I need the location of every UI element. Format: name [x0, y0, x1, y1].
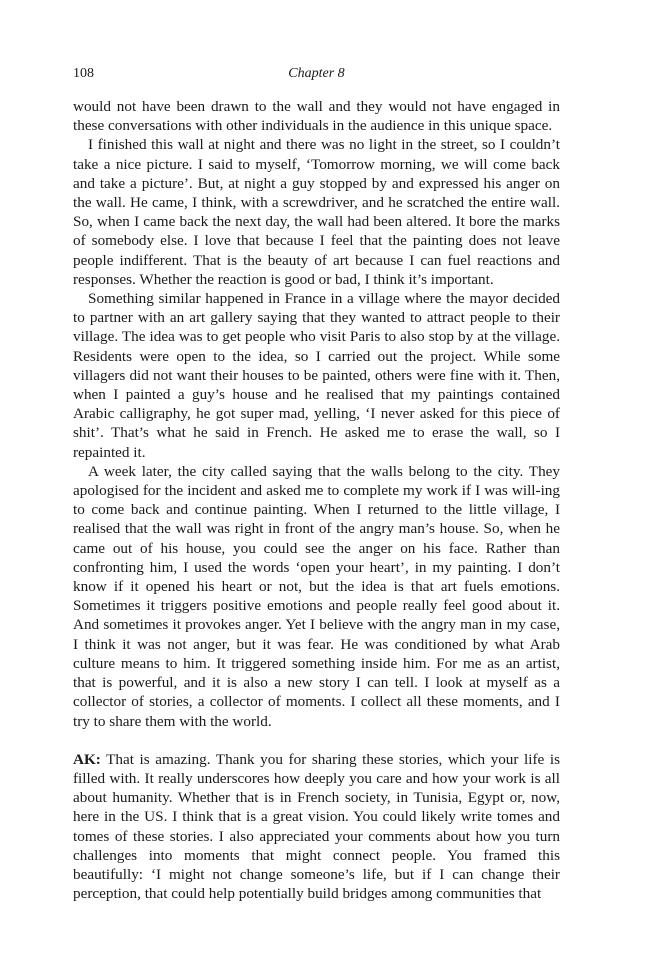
paragraph-france-village: Something similar happened in France in a village where the mayor decided to partner with an art gallery saying that they wanted to attract people to their village. The idea was to get people who visit Paris to also stop by at the village. Residents were open to the idea, so I carried out the project. While some villagers did not want their houses to be painted, others were fine with it. Then, when I painted a guy’s house and he realised that my paintings contained Arabic calligraphy, he got super mad, yelling, ‘I never asked for this piece of shit’. That’s what he said in French. He asked me to erase the wall, so I repainted it.	[73, 290, 560, 461]
running-head: Chapter 8	[288, 66, 345, 81]
page-header	[73, 66, 560, 86]
speaker-text: That is amazing. Thank you for sharing these stories, which your life is filled with. It really underscores how deeply you care and how your work is all about humanity. Whether that is in French society, in Tunisia, Egypt or, now, here in the US. I think that is a great vision. You could likely write tomes and tomes of these stories. I also appreciated your comments about how you turn challenges into moments that might connect people. You framed this beautifully: ‘I might not change someone’s life, but if I can change their perception, that could help potentially build bridges among communities that	[73, 750, 560, 903]
body-text	[73, 97, 560, 903]
speaker-label: AK:	[73, 750, 101, 768]
page-number: 108	[73, 66, 94, 81]
paragraph-continuation: would not have been drawn to the wall and they would not have engaged in these conversations with other individuals in the audience in this unique space.	[73, 98, 560, 135]
paragraph-open-your-heart: A week later, the city called saying that the walls belong to the city. They apologised for the incident and asked me to complete my work if I was will-ing to come back and continue painting. When I returned to the little village, I realised that the wall was right in front of the angry man’s house. So, when he came out of his house, you could see the anger on his face. Rather than confronting him, I used the words ‘open your heart’, in my painting. I don’t know if it opened his heart or not, but the idea is that art fuels emotions. Sometimes it triggers positive emotions and people really feel good about it. And sometimes it provokes anger. Yet I believe with the angry man in my case, I think it was not anger, but it was fear. He was conditioned by what Arab culture means to him. It triggered something inside him. For me as an artist, that is powerful, and it is also a new story I can tell. I look at myself as a collector of stories, a collector of moments. I collect all these moments, and I try to share them with the world.	[73, 462, 560, 730]
paragraph-wall-scratched: I finished this wall at night and there was no light in the street, so I couldn’t take a nice picture. I said to myself, ‘Tomorrow morning, we will come back and take a picture’. But, at night a guy stopped by and expressed his anger on the wall. He came, I think, with a screwdriver, and he scratched the entire wall. So, when I came back the next day, the wall had been altered. It bore the marks of somebody else. I love that because I feel that the painting does not leave people indifferent. That is the beauty of art because I can fuel reactions and responses. Whether the reaction is good or bad, I think it’s important.	[73, 136, 560, 288]
paragraph-ak-response	[73, 750, 560, 904]
